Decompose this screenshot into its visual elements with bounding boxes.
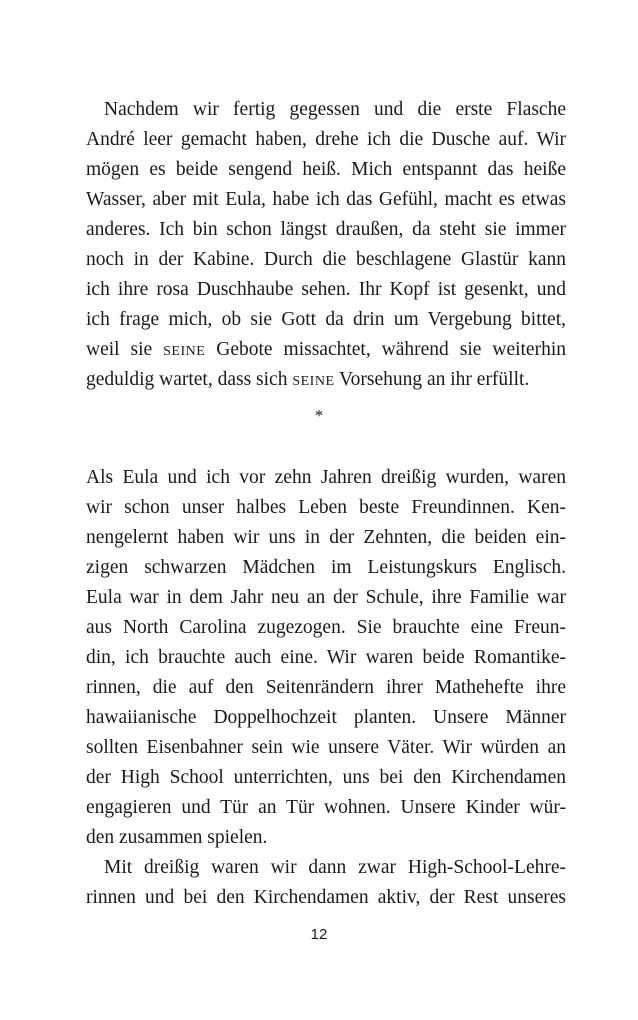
text-line: zigen schwarzen Mädchen im Leistungskurs Englisch. xyxy=(86,557,566,578)
text-line xyxy=(86,335,566,365)
text-line: mögen es beide sengend heiß. Mich entspannt das heiße xyxy=(86,159,566,180)
text-line: Mit dreißig waren wir dann zwar High-School-Lehre- xyxy=(104,857,566,878)
text-line: aus North Carolina zugezogen. Sie brauchte eine Freun- xyxy=(86,617,566,638)
text-line: anderes. Ich bin schon längst draußen, da steht sie immer xyxy=(86,219,566,240)
text-line: Nachdem wir fertig gegessen und die erste Flasche xyxy=(104,99,566,120)
text-line: den zusammen spielen. xyxy=(86,827,268,848)
text-line: André leer gemacht haben, drehe ich die Dusche auf. Wir xyxy=(86,129,566,150)
text-line: wir schon unser halbes Leben beste Freundinnen. Ken- xyxy=(86,497,566,518)
text-segment: weil sie xyxy=(86,339,164,360)
small-caps-word: seine xyxy=(292,369,335,390)
text-segment: Vorsehung an ihr erfüllt. xyxy=(334,369,530,390)
text-line: Als Eula und ich vor zehn Jahren dreißig wurden, waren xyxy=(86,467,566,488)
page-number: 12 xyxy=(310,926,328,943)
text-line: rinnen und bei den Kirchendamen aktiv, der Rest unseres xyxy=(86,887,566,908)
text-line: sollten Eisenbahner sein wie unsere Väter. Wir würden an xyxy=(86,737,566,758)
text-line: rinnen, die auf den Seitenrändern ihrer Mathehefte ihre xyxy=(86,677,566,698)
text-line: nengelernt haben wir uns in der Zehnten, die beiden ein- xyxy=(86,527,566,548)
text-line xyxy=(86,365,566,395)
text-line: ich ihre rosa Duschhaube sehen. Ihr Kopf ist gesenkt, und xyxy=(86,279,566,300)
text-line: Wasser, aber mit Eula, habe ich das Gefühl, macht es etwas xyxy=(86,189,566,210)
section-break-asterisk: * xyxy=(314,406,324,425)
small-caps-word: seine xyxy=(163,339,206,360)
text-line: din, ich brauchte auch eine. Wir waren beide Romantike- xyxy=(86,647,566,668)
text-segment: geduldig wartet, dass sich xyxy=(86,369,293,390)
text-line: noch in der Kabine. Durch die beschlagene Glastür kann xyxy=(86,249,566,270)
text-line: hawaiianische Doppelhochzeit planten. Unsere Männer xyxy=(86,707,566,728)
text-line: Eula war in dem Jahr neu an der Schule, ihre Familie war xyxy=(86,587,566,608)
text-line: ich frage mich, ob sie Gott da drin um Vergebung bittet, xyxy=(86,309,566,330)
text-segment: Gebote missachtet, während sie weiterhin xyxy=(205,339,567,360)
text-line: engagieren und Tür an Tür wohnen. Unsere Kinder wür- xyxy=(86,797,566,818)
text-line: der High School unterrichten, uns bei den Kirchendamen xyxy=(86,767,566,788)
